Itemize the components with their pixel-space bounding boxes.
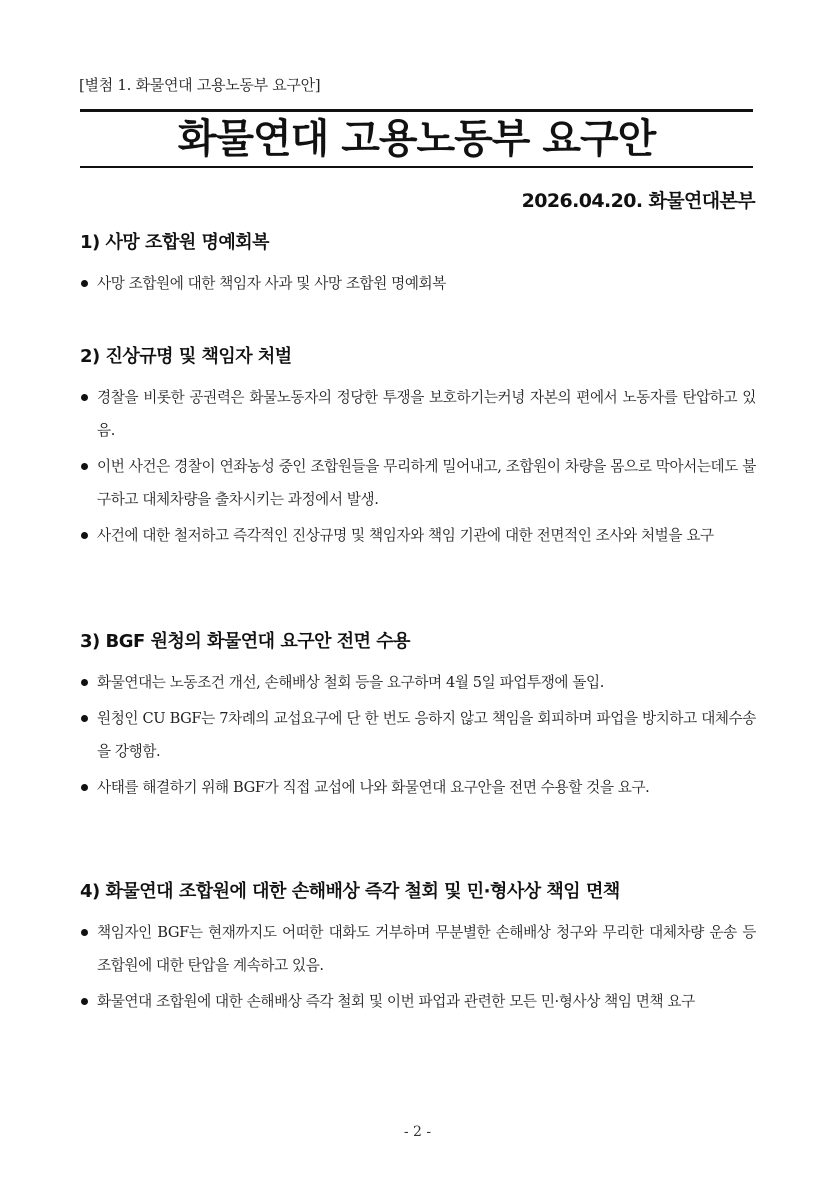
bullet-list: [80, 916, 756, 1018]
bullet-text: 사망 조합원에 대한 책임자 사과 및 사망 조합원 명예회복: [97, 275, 446, 292]
bullet-text: 원청인 CU BGF는 7차례의 교섭요구에 단 한 번도 응하지 않고 책임을 회피하며 파업을 방치하고 대체수송을 강행함.: [97, 710, 756, 760]
section-heading: 4) 화물연대 조합원에 대한 손해배상 즉각 철회 및 민·형사상 책임 면책: [80, 881, 620, 902]
bullet-text: 화물연대 조합원에 대한 손해배상 즉각 철회 및 이번 파업과 관련한 모든 민·형사상 책임 면책 요구: [97, 993, 695, 1010]
bullet-dot-icon: [81, 784, 88, 791]
bullet-item: [80, 519, 756, 552]
bullet-text: 화물연대는 노동조건 개선, 손해배상 철회 등을 요구하며 4월 5일 파업투쟁에 돌입.: [97, 674, 604, 691]
bullet-item: [80, 267, 756, 300]
bullet-item: [80, 916, 756, 982]
page-number: - 2 -: [403, 1124, 432, 1140]
bullet-dot-icon: [81, 532, 88, 539]
bullet-dot-icon: [81, 679, 88, 686]
section-heading: 1) 사망 조합원 명예회복: [80, 232, 270, 253]
bullet-text: 사건에 대한 철저하고 즉각적인 진상규명 및 책임자와 책임 기관에 대한 전면적인 조사와 처벌을 요구: [97, 527, 714, 544]
title-bottom-rule: [80, 166, 753, 168]
bullet-text: 경찰을 비롯한 공권력은 화물노동자의 정당한 투쟁을 보호하기는커녕 자본의 편에서 노동자를 탄압하고 있음.: [97, 389, 756, 439]
bullet-dot-icon: [81, 463, 88, 470]
bullet-dot-icon: [81, 929, 88, 936]
bullet-dot-icon: [81, 715, 88, 722]
bullet-list: [80, 381, 756, 552]
attachment-label: [별첨 1. 화물연대 고용노동부 요구안]: [79, 76, 321, 94]
bullet-item: [80, 450, 756, 516]
bullet-text: 책임자인 BGF는 현재까지도 어떠한 대화도 거부하며 무분별한 손해배상 청구와 무리한 대체차량 운송 등 조합원에 대한 탄압을 계속하고 있음.: [97, 924, 756, 974]
section-4: [80, 880, 756, 1021]
section-3: [80, 630, 756, 807]
dateline: 2026.04.20. 화물연대본부: [521, 190, 755, 212]
bullet-text: 이번 사건은 경찰이 연좌농성 중인 조합원들을 무리하게 밀어내고, 조합원이 차량을 몸으로 막아서는데도 불구하고 대체차량을 출차시키는 과정에서 발생.: [97, 458, 756, 508]
section-1: [80, 231, 756, 303]
bullet-dot-icon: [81, 998, 88, 1005]
bullet-item: [80, 702, 756, 768]
bullet-list: [80, 267, 756, 300]
document-title: 화물연대 고용노동부 요구안: [177, 116, 656, 162]
bullet-item: [80, 381, 756, 447]
bullet-dot-icon: [81, 280, 88, 287]
bullet-text: 사태를 해결하기 위해 BGF가 직접 교섭에 나와 화물연대 요구안을 전면 수용할 것을 요구.: [97, 779, 650, 796]
section-2: [80, 345, 756, 555]
bullet-dot-icon: [81, 394, 88, 401]
bullet-item: [80, 666, 756, 699]
section-heading: 2) 진상규명 및 책임자 처벌: [80, 346, 292, 367]
bullet-item: [80, 985, 756, 1018]
bullet-item: [80, 771, 756, 804]
section-heading: 3) BGF 원청의 화물연대 요구안 전면 수용: [80, 631, 411, 652]
bullet-list: [80, 666, 756, 804]
